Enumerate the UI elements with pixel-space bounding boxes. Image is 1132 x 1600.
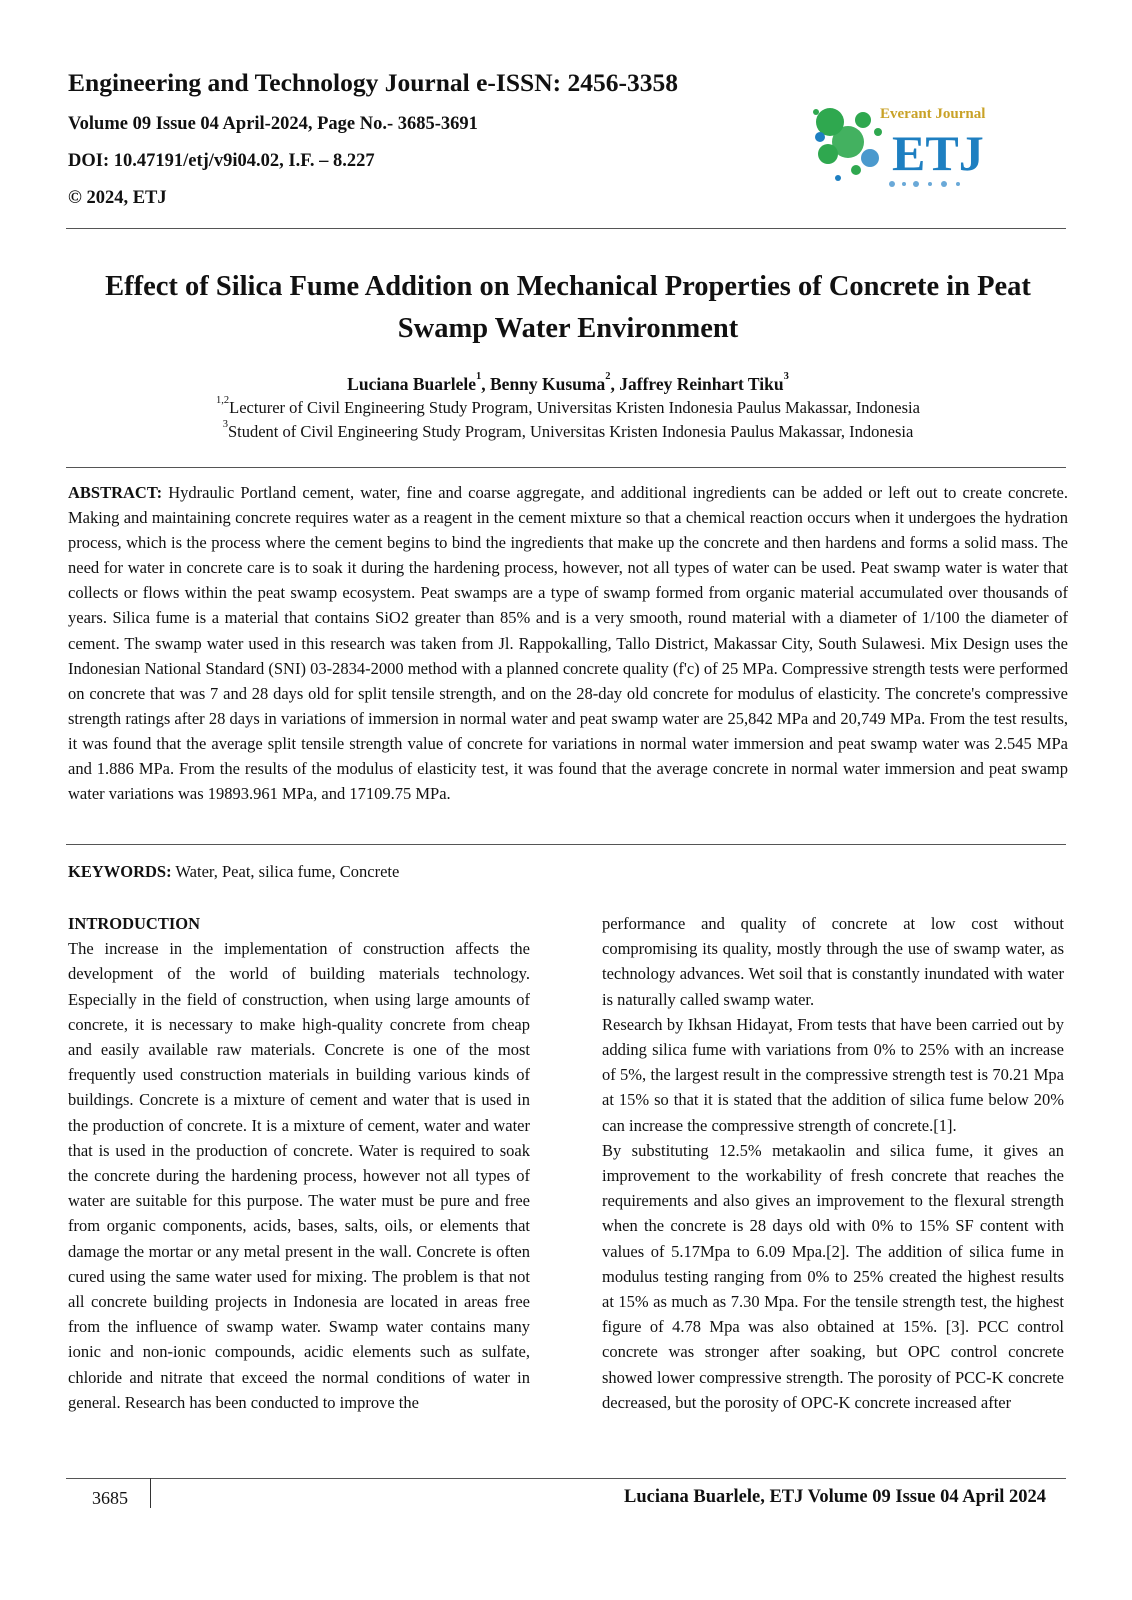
keywords: [68, 862, 1068, 882]
copyright: © 2024, ETJ: [68, 188, 167, 208]
keywords-text: Water, Peat, silica fume, Concrete: [175, 862, 400, 881]
header-divider: [66, 228, 1066, 229]
footer-separator: [150, 1478, 151, 1508]
journal-title: Engineering and Technology Journal e-ISSN: 2456-3358: [68, 68, 678, 97]
abstract-label: ABSTRACT:: [68, 483, 163, 502]
abstract-top-rule: [66, 467, 1066, 468]
author-sup: 3: [783, 371, 789, 382]
paper-title: Effect of Silica Fume Addition on Mechanical Properties of Concrete in Peat Swamp Water Environment: [105, 271, 1031, 344]
author-name: Jaffrey Reinhart Tiku: [619, 374, 784, 394]
footer-rule: [66, 1478, 1066, 1479]
left-column: [68, 911, 530, 1415]
author-name: Luciana Buarlele: [347, 374, 476, 394]
author-sup: 1: [476, 371, 482, 382]
right-column: [602, 911, 1064, 1415]
logo-top-text: Everant Journal: [880, 106, 986, 122]
affiliation-2: $^3$Student of Civil Engineering Study Program, Universitas Kristen Indonesia Paulus Makassar, Indonesia: [222, 419, 914, 441]
doi-info: DOI: 10.47191/etj/v9i04.02, I.F. – 8.227: [68, 151, 375, 171]
keywords-label: KEYWORDS:: [68, 862, 172, 881]
intro-paragraph: performance and quality of concrete at low cost without compromising its quality, mostly through the use of swamp water, as technology advances. Wet soil that is constantly inundated with water is naturally called swamp water.: [602, 914, 1064, 1009]
abstract: [68, 480, 1068, 806]
affiliation-1: $^{1,2}$Lecturer of Civil Engineering Study Program, Universitas Kristen Indonesia Paulus Makassar, Indonesia: [216, 395, 920, 417]
logo-main-text: ETJ: [892, 125, 984, 181]
abstract-bottom-rule: [66, 844, 1066, 845]
logo-splash-icon: [813, 108, 882, 181]
abstract-text: Hydraulic Portland cement, water, fine and coarse aggregate, and additional ingredients can be added or left out to create concrete. Making and maintaining concrete requires water as a reagent in the cement mixture so that a chemical reaction occurs when it undergoes the hydration process, which is the process where the cement begins to bind the ingredients that make up the concrete and then hardens and forms a solid mass. The need for water in concrete care is to soak it during the hardening process, however, not all types of water can be used. Peat swamp water is water that collects or flows within the peat swamp ecosystem. Peat swamps are a type of swamp formed from organic material accumulated over thousands of years. Silica fume is a material that contains SiO2 greater than 85% and is a very smooth, round material with a diameter of 1/100 the diameter of cement. The swamp water used in this research was taken from Jl. Rappokalling, Tallo District, Makassar City, South Sulawesi. Mix Design uses the Indonesian National Standard (SNI) 03-2834-2000 method with a planned concrete quality (f'c) of 25 MPa. Compressive strength tests were performed on concrete that was 7 and 28 days old for split tensile strength, and on the 28-day old concrete for modulus of elasticity. The concrete's compressive strength ratings after 28 days in variations of immersion in normal water and peat swamp water are 25,842 MPa and 20,749 MPa. From the test results, it was found that the average split tensile strength value of concrete for variations in normal water immersion and peat swamp water was 2.545 MPa and 1.886 MPa. From the results of the modulus of elasticity test, it was found that the average concrete in normal water immersion and peat swamp water variations was 19893.961 MPa, and 17109.75 MPa.: [68, 483, 1069, 804]
intro-paragraph: The increase in the implementation of construction affects the development of the world of building materials technology. Especially in the field of construction, when using large amounts of concrete, it is necessary to make high-quality concrete from cheap and easily available raw materials. Concrete is one of the most frequently used construction materials in building various kinds of buildings. Concrete is a mixture of cement and water that is used in the production of concrete. It is a mixture of cement, water and water that is used in the production of concrete. Water is required to soak the concrete during the hardening process, however not all types of water are suitable for this purpose. The water must be pure and free from organic components, acids, bases, salts, oils, or elements that damage the mortar or any metal present in the wall. Concrete is often cured using the same water used for mixing. The problem is that not all concrete building projects in Indonesia are located in areas free from the influence of swamp water. Swamp water contains many ionic and non-ionic compounds, acidic elements such as sulfate, chloride and nitrate that exceed the normal conditions of water in general. Research has been conducted to improve the: [68, 939, 530, 1412]
logo-wave-icon: [889, 181, 960, 187]
author-sup: 2: [605, 371, 611, 382]
etj-logo: [808, 92, 1020, 192]
section-heading: INTRODUCTION: [68, 914, 201, 933]
author-list: Luciana Buarlele$^1$, Benny Kusuma$^2$, Jaffrey Reinhart Tiku$^3$: [347, 371, 789, 394]
footer-citation: Luciana Buarlele, ETJ Volume 09 Issue 04 April 2024: [624, 1487, 1046, 1507]
volume-info: Volume 09 Issue 04 April-2024, Page No.- 3685-3691: [68, 114, 478, 134]
intro-paragraph: Research by Ikhsan Hidayat, From tests that have been carried out by adding silica fume with variations from 0% to 25% with an increase of 5%, the largest result in the compressive strength test is 70.21 Mpa at 15% so that it is stated that the addition of silica fume below 20% can increase the compressive strength of concrete.[1].: [602, 1014, 1064, 1135]
author-name: Benny Kusuma: [490, 374, 606, 394]
intro-paragraph: By substituting 12.5% metakaolin and silica fume, it gives an improvement to the workability of fresh concrete that reaches the requirements and also gives an improvement to the flexural strength when the concrete is 28 days old with 0% to 15% SF content with values of 5.17Mpa to 6.09 Mpa.[2]. The addition of silica fume in modulus testing ranging from 0% to 25% created the highest results at 15% as much as 7.30 Mpa. For the tensile strength test, the highest figure of 4.78 Mpa was also obtained at 15%. [3]. PCC control concrete was stronger after soaking, but OPC control concrete showed lower compressive strength. The porosity of PCC-K concrete decreased, but the porosity of OPC-K concrete increased after: [602, 1140, 1064, 1412]
page-number: 3685: [92, 1488, 128, 1508]
